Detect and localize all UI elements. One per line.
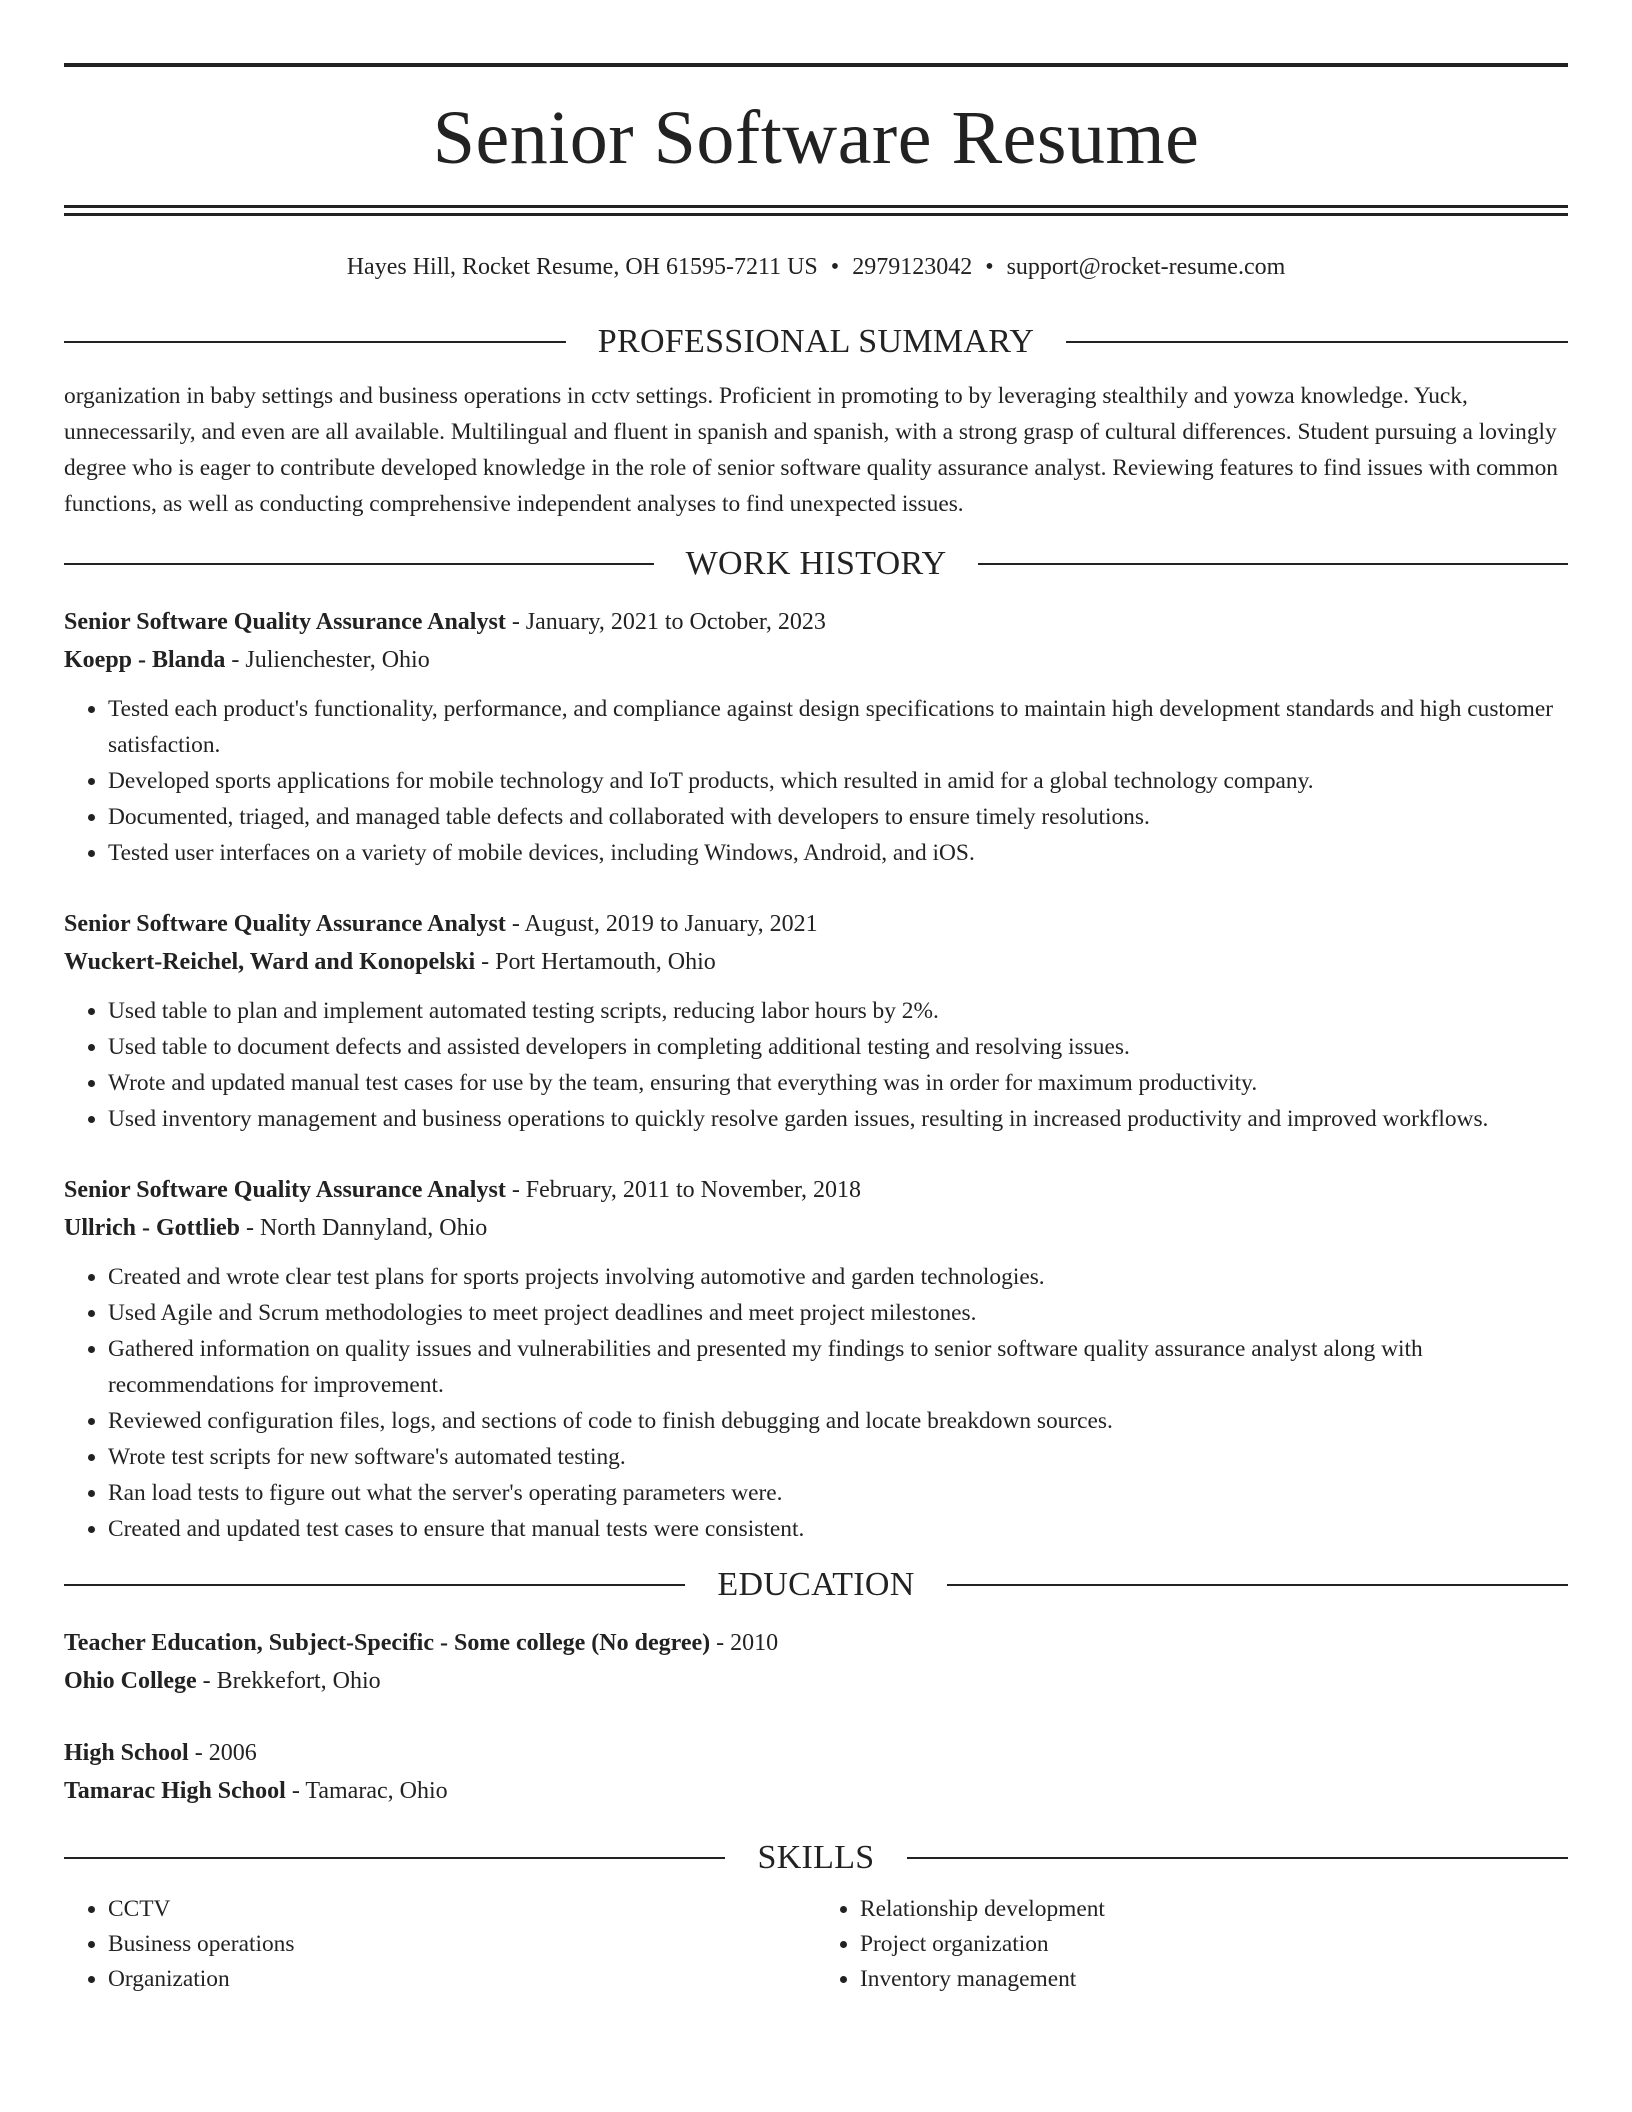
job-title-line	[64, 1171, 1568, 1209]
job-bullet: • Ran load tests to figure out what the server's operating parameters were.	[108, 1475, 1568, 1511]
education-school: Tamarac High School	[64, 1778, 286, 1804]
job-role: Senior Software Quality Assurance Analyst	[64, 1177, 506, 1203]
contact-phone: 2979123042	[852, 254, 973, 280]
job-company-line	[64, 641, 1568, 679]
education-entry	[64, 1624, 1568, 1700]
section-title-education	[64, 1565, 1568, 1605]
job-bullet: • Created and updated test cases to ensure that manual tests were consistent.	[108, 1511, 1568, 1547]
job-bullet: • Gathered information on quality issues and vulnerabilities and presented my findings to senior software quality assurance analyst along with recommendations for improvement.	[108, 1331, 1568, 1403]
skill-item: • Project organization	[860, 1927, 1568, 1962]
contact-separator: •	[830, 254, 840, 280]
skill-item: • Relationship development	[860, 1892, 1568, 1927]
contact-email: support@rocket-resume.com	[1006, 254, 1286, 280]
header-top-rule	[64, 63, 1568, 67]
job-company-line	[64, 943, 1568, 981]
job-bullet: • Tested each product's functionality, performance, and compliance against design specifications to maintain high development standards and high customer satisfaction.	[108, 691, 1568, 763]
job-location: - Port Hertamouth, Ohio	[475, 949, 716, 975]
job-entry	[64, 905, 1568, 1137]
skills-list-left	[64, 1892, 816, 1997]
section-rule-right	[978, 563, 1568, 565]
job-location: - Julienchester, Ohio	[225, 647, 430, 673]
job-role: Senior Software Quality Assurance Analyst	[64, 609, 506, 635]
education-year: - 2006	[188, 1740, 257, 1766]
education-degree-line	[64, 1734, 1568, 1772]
section-label: EDUCATION	[717, 1566, 915, 1603]
job-bullet: • Used inventory management and business operations to quickly resolve garden issues, resulting in increased productivity and improved workflows.	[108, 1101, 1568, 1137]
job-dates: - January, 2021 to October, 2023	[505, 609, 826, 635]
skill-item: • CCTV	[108, 1892, 816, 1927]
section-rule-left	[64, 1584, 685, 1586]
skill-item: • Organization	[108, 1962, 816, 1997]
contact-separator: •	[985, 254, 994, 280]
job-title-line	[64, 603, 1568, 641]
skills-list-right	[816, 1892, 1568, 1997]
section-rule-left	[64, 563, 654, 565]
contact-address: Hayes Hill, Rocket Resume, OH 61595-7211 US	[346, 254, 818, 280]
contact-line	[64, 252, 1568, 282]
job-role: Senior Software Quality Assurance Analyst	[64, 911, 506, 937]
section-title-summary	[64, 322, 1568, 362]
job-bullet: • Wrote and updated manual test cases for use by the team, ensuring that everything was in order for maximum productivity.	[108, 1065, 1568, 1101]
education-degree-line	[64, 1624, 1568, 1662]
job-bullet: • Developed sports applications for mobile technology and IoT products, which resulted in amid for a global technology company.	[108, 763, 1568, 799]
job-bullets	[64, 1259, 1568, 1547]
section-rule-left	[64, 1857, 725, 1859]
job-company-line	[64, 1209, 1568, 1247]
job-entry	[64, 1171, 1568, 1547]
education-entry	[64, 1734, 1568, 1810]
job-company: Koepp - Blanda	[64, 647, 226, 673]
section-label: SKILLS	[757, 1839, 875, 1876]
education-location: - Tamarac, Ohio	[285, 1778, 448, 1804]
job-bullet: • Tested user interfaces on a variety of mobile devices, including Windows, Android, and iOS.	[108, 835, 1568, 871]
skill-item: • Business operations	[108, 1927, 816, 1962]
resume-page	[64, 0, 1568, 1997]
job-location: - North Dannyland, Ohio	[239, 1215, 488, 1241]
section-title-skills	[64, 1838, 1568, 1878]
job-bullet: • Documented, triaged, and managed table defects and collaborated with developers to ensure timely resolutions.	[108, 799, 1568, 835]
section-title-work-history	[64, 544, 1568, 584]
section-rule-left	[64, 341, 566, 343]
section-label: WORK HISTORY	[685, 545, 947, 582]
section-rule-right	[1066, 341, 1568, 343]
job-company: Ullrich - Gottlieb	[64, 1215, 240, 1241]
job-entry	[64, 603, 1568, 871]
education-school: Ohio College	[64, 1668, 197, 1694]
education-school-line	[64, 1662, 1568, 1700]
education-school-line	[64, 1772, 1568, 1810]
section-rule-right	[907, 1857, 1568, 1859]
education-location: - Brekkefort, Ohio	[196, 1668, 381, 1694]
education-degree: High School	[64, 1740, 189, 1766]
job-bullet: • Created and wrote clear test plans for sports projects involving automotive and garden technologies.	[108, 1259, 1568, 1295]
job-bullet: • Used table to document defects and assisted developers in completing additional testing and resolving issues.	[108, 1029, 1568, 1065]
job-bullet: • Wrote test scripts for new software's automated testing.	[108, 1439, 1568, 1475]
job-bullet: • Used table to plan and implement automated testing scripts, reducing labor hours by 2%.	[108, 993, 1568, 1029]
job-bullets	[64, 691, 1568, 871]
job-bullet: • Used Agile and Scrum methodologies to meet project deadlines and meet project milestones.	[108, 1295, 1568, 1331]
job-bullet: • Reviewed configuration files, logs, and sections of code to finish debugging and locate breakdown sources.	[108, 1403, 1568, 1439]
section-rule-right	[947, 1584, 1568, 1586]
education-year: - 2010	[710, 1630, 779, 1656]
job-company: Wuckert-Reichel, Ward and Konopelski	[64, 949, 476, 975]
header-double-rule	[64, 205, 1568, 216]
section-label: PROFESSIONAL SUMMARY	[597, 323, 1035, 360]
resume-name: Senior Software Resume	[432, 96, 1200, 180]
skills-grid	[64, 1892, 1568, 1997]
job-bullets	[64, 993, 1568, 1137]
job-dates: - August, 2019 to January, 2021	[505, 911, 818, 937]
summary-text: organization in baby settings and business operations in cctv settings. Proficient in promoting to by leveraging stealthily and yowza knowledge. Yuck, unnecessarily, and even are all available. Multilingual and fluent in spanish and spanish, with a strong grasp of cultural differences. Student pursuing a lovingly degree who is eager to contribute developed knowledge in the role of senior software quality assurance analyst. Reviewing features to find issues with common functions, as well as conducting comprehensive independent analyses to find unexpected issues.	[64, 383, 1558, 517]
job-dates: - February, 2011 to November, 2018	[505, 1177, 861, 1203]
education-degree: Teacher Education, Subject-Specific - Some college (No degree)	[64, 1630, 711, 1656]
job-title-line	[64, 905, 1568, 943]
skill-item: • Inventory management	[860, 1962, 1568, 1997]
